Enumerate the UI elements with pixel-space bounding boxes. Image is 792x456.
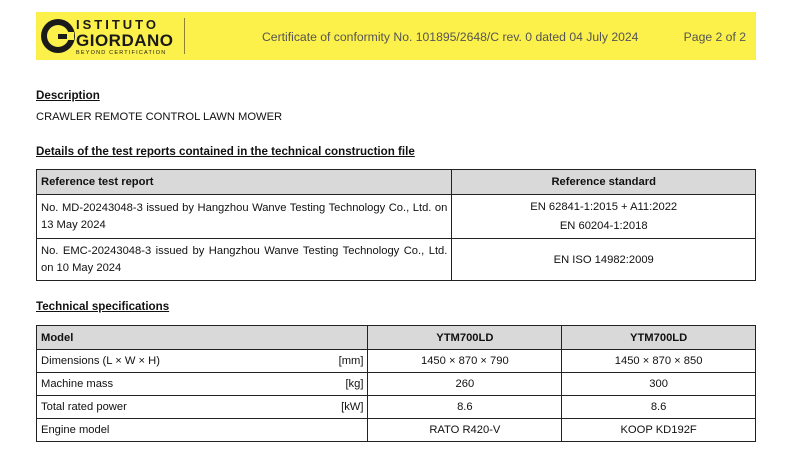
spec-unit: [mm] <box>338 355 364 367</box>
spec-label-cell <box>37 350 368 373</box>
report-cell: No. MD-20243048-3 issued by Hangzhou Wanve Testing Technology Co., Ltd. on 13 May 2024 <box>37 195 452 239</box>
table-row <box>37 195 756 239</box>
spec-value-a: 1450 × 870 × 790 <box>368 350 562 373</box>
description-text: CRAWLER REMOTE CONTROL LAWN MOWER <box>36 111 283 123</box>
spec-label-cell <box>37 396 368 419</box>
logo-g-emblem-icon <box>36 12 80 60</box>
spec-value-a: RATO R420-V <box>368 419 562 442</box>
istituto-giordano-logo <box>36 12 186 60</box>
table-row <box>37 396 756 419</box>
certificate-reference: Certificate of conformity No. 101895/2648/C rev. 0 dated 04 July 2024 <box>262 30 639 44</box>
logo-line-giordano: GIORDANO <box>76 31 174 50</box>
header-model-a: YTM700LD <box>368 326 562 350</box>
standard-cell <box>452 195 756 239</box>
spec-label: Dimensions (L × W × H) <box>41 355 160 367</box>
specs-title: Technical specifications <box>36 300 170 313</box>
spec-value-b: 8.6 <box>562 396 756 419</box>
page-number: Page 2 of 2 <box>683 30 746 44</box>
header-reference-standard: Reference standard <box>452 170 756 195</box>
header-reference-test-report: Reference test report <box>37 170 452 195</box>
table-row <box>37 373 756 396</box>
table-row <box>37 239 756 281</box>
specs-table <box>36 325 756 442</box>
header-divider <box>184 18 185 54</box>
spec-label: Machine mass <box>41 378 114 390</box>
standard-line: EN 60204-1:2018 <box>559 219 648 232</box>
page-header <box>36 12 756 60</box>
spec-label-cell <box>37 373 368 396</box>
logo-line-istituto: ISTITUTO <box>76 17 159 32</box>
spec-label: Total rated power <box>41 401 127 413</box>
spec-value-b: 300 <box>562 373 756 396</box>
spec-label-cell <box>37 419 368 442</box>
table-header-row <box>37 170 756 195</box>
spec-value-b: KOOP KD192F <box>562 419 756 442</box>
spec-unit: [kW] <box>341 401 364 413</box>
spec-value-a: 260 <box>368 373 562 396</box>
table-row <box>37 350 756 373</box>
test-reports-table <box>36 169 756 281</box>
spec-value-b: 1450 × 870 × 850 <box>562 350 756 373</box>
spec-label: Engine model <box>41 424 110 436</box>
header-model-b: YTM700LD <box>562 326 756 350</box>
report-cell: No. EMC-20243048-3 issued by Hangzhou Wanve Testing Technology Co., Ltd. on 10 May 2024 <box>37 239 452 281</box>
table-row <box>37 419 756 442</box>
logo-tagline: BEYOND CERTIFICATION <box>76 50 167 56</box>
description-title: Description <box>36 89 100 102</box>
standard-line: EN 62841-1:2015 + A11:2022 <box>530 200 678 213</box>
table-header-row <box>37 326 756 350</box>
spec-value-a: 8.6 <box>368 396 562 419</box>
standard-cell: EN ISO 14982:2009 <box>452 239 756 281</box>
test-reports-title: Details of the test reports contained in the technical construction file <box>36 145 415 158</box>
header-model: Model <box>37 326 368 350</box>
spec-unit: [kg] <box>345 378 364 390</box>
